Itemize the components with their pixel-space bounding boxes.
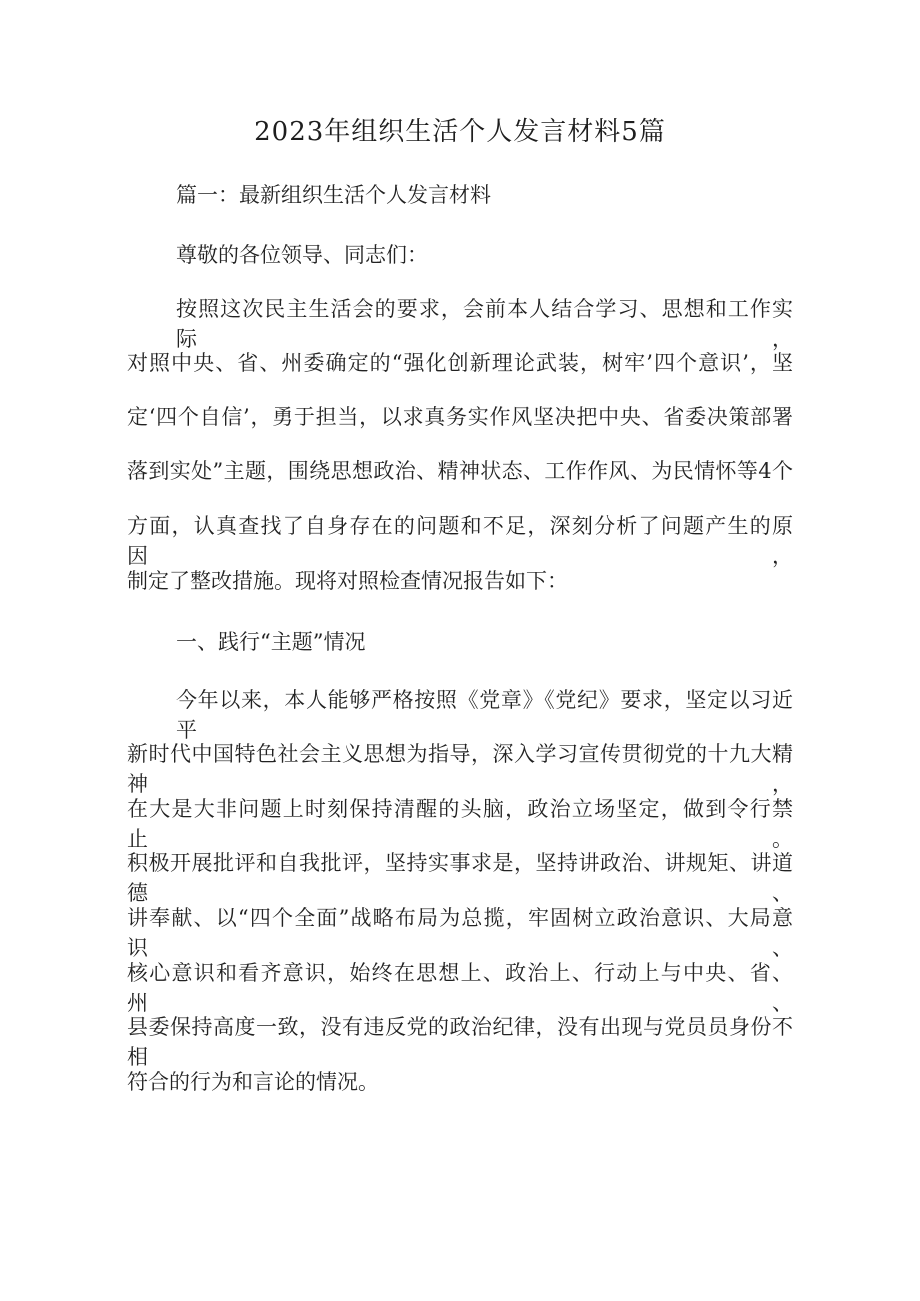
subheading: 一、践行“主题”情况 bbox=[176, 630, 366, 654]
paragraph-line: 对照中央、省、州委确定的“强化创新理论武装，树牢’四个意识’，坚 bbox=[127, 351, 793, 375]
document-title: 2023年组织生活个人发言材料5篇 bbox=[254, 117, 666, 147]
paragraph-line: 在大是大非问题上时刻保持清醒的头脑，政治立场坚定，做到令行禁止。 bbox=[127, 797, 793, 851]
paragraph-line: 核心意识和看齐意识，始终在思想上、政治上、行动上与中央、省、州、 bbox=[127, 961, 793, 1015]
paragraph-line: 符合的行为和言论的情况。 bbox=[127, 1070, 379, 1094]
salutation: 尊敬的各位领导、同志们： bbox=[176, 243, 428, 267]
paragraph-line: 方面，认真查找了自身存在的问题和不足，深刻分析了问题产生的原因， bbox=[127, 514, 793, 568]
paragraph-line: 积极开展批评和自我批评，坚持实事求是，坚持讲政治、讲规矩、讲道德、 bbox=[127, 851, 793, 905]
paragraph-line: 讲奉献、以“四个全面”战略布局为总揽，牢固树立政治意识、大局意识、 bbox=[127, 906, 793, 960]
paragraph-line: 县委保持高度一致，没有违反党的政治纪律，没有出现与党员员身份不相 bbox=[127, 1015, 793, 1069]
paragraph-line: 落到实处”主题，围绕思想政治、精神状态、工作作风、为民情怀等4个 bbox=[127, 459, 793, 483]
paragraph-line: 新时代中国特色社会主义思想为指导，深入学习宣传贯彻党的十九大精神， bbox=[127, 742, 793, 796]
paragraph-line: 按照这次民主生活会的要求，会前本人结合学习、思想和工作实际， bbox=[176, 297, 793, 351]
paragraph-line: 制定了整改措施。现将对照检查情况报告如下： bbox=[127, 569, 568, 593]
section-heading: 篇一：最新组织生活个人发言材料 bbox=[176, 183, 491, 207]
paragraph-line: 定‘四个自信’，勇于担当，以求真务实作风坚决把中央、省委决策部署 bbox=[127, 405, 793, 429]
paragraph-line: 今年以来，本人能够严格按照《党章》《党纪》要求，坚定以习近平 bbox=[176, 688, 793, 742]
